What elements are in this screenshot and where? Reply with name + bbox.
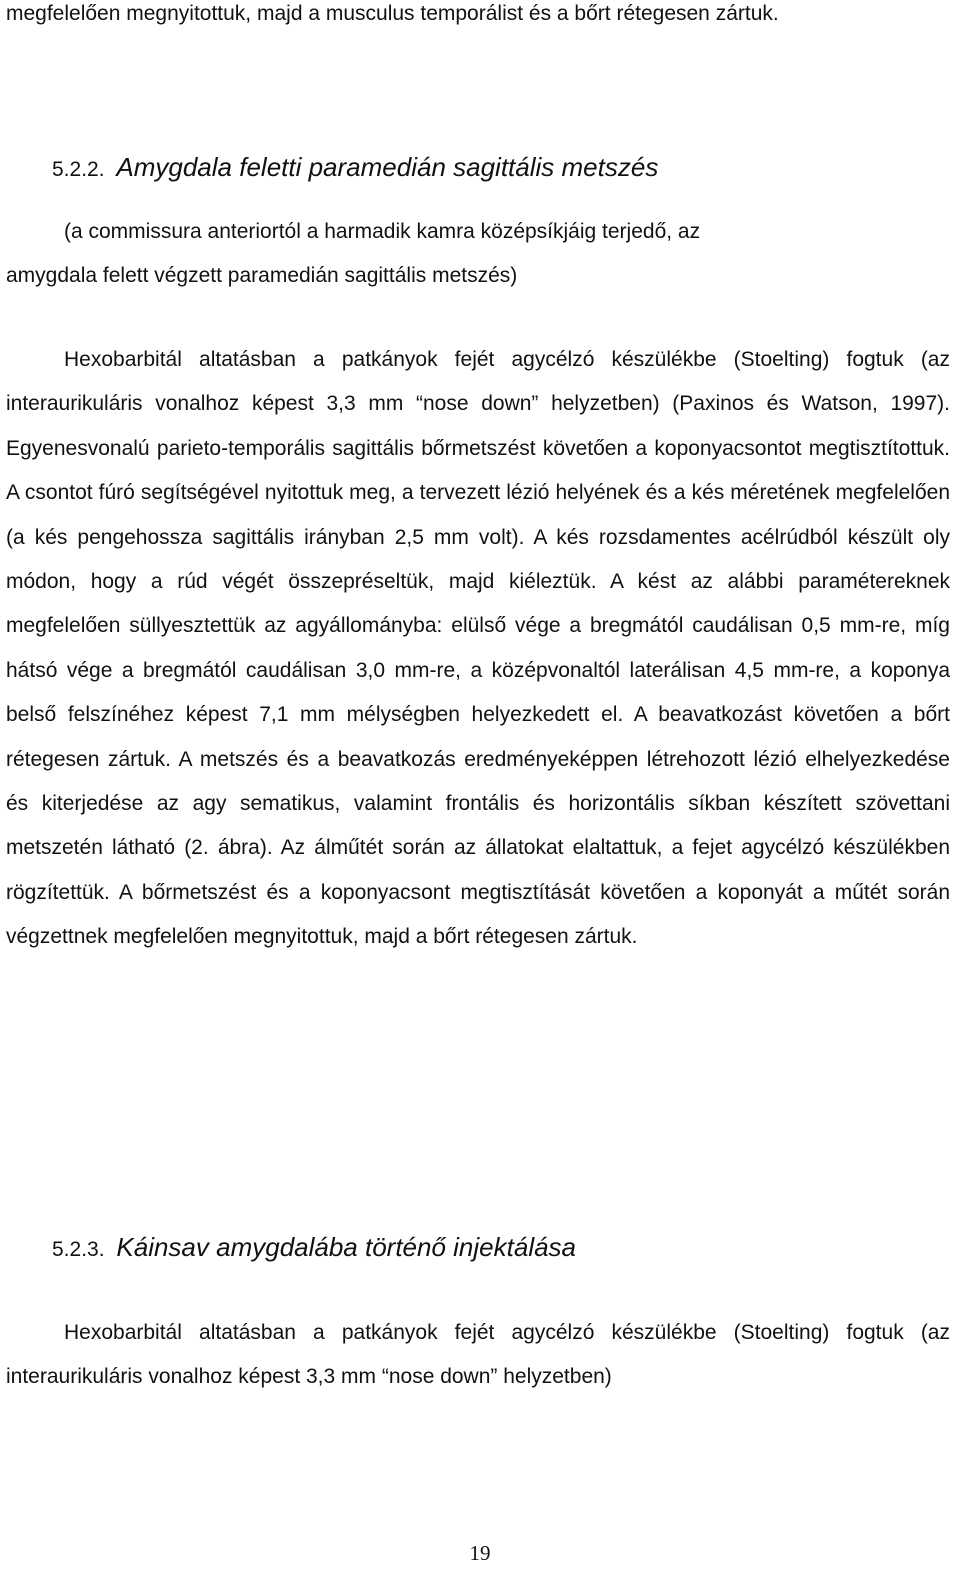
section-note-line-2: amygdala felett végzett paramedián sagittális metszés)	[6, 264, 518, 287]
section-body-paragraph: Hexobarbitál altatásban a patkányok fejét agycélzó készülékbe (Stoelting) fogtuk (az interaurikuláris vonalhoz képest 3,3 mm “nose down” helyzetben) (Paxinos és Watson, 1997). Egyenesvonalú parieto-temporális sagittális bőrmetszést követően a koponyacsontot megtisztítottuk. A csontot fúró segítségével nyitottuk meg, a tervezett lézió helyének és a kés méretének megfelelően (a kés pengehossza sagittális irányban 2,5 mm volt). A kés rozsdamentes acélrúdból készült oly módon, hogy a rúd végét összepréseltük, majd kiéleztük. A kést az alábbi paramétereknek megfelelően süllyesztettük az agyállományba: elülső vége a bregmától caudálisan 0,5 mm-re, míg hátsó vége a bregmától caudálisan 3,0 mm-re, a középvonaltól laterálisan 4,5 mm-re, a koponya belső felszínéhez képest 7,1 mm mélységben helyezkedett el. A beavatkozást követően a bőrt rétegesen zártuk. A metszés és a beavatkozás eredményeképpen létrehozott lézió elhelyezkedése és kiterjedése az agy sematikus, valamint frontális és horizontális síkban készített szövettani metszetén látható (2. ábra). Az álműtét során az állatokat elaltattuk, a fejet agycélzó készülékben rögzítettük. A bőrmetszést és a koponyacsont megtisztítását követően a koponyát a műtét során végzettnek megfelelően megnyitottuk, majd a bőrt rétegesen zártuk.	[6, 348, 950, 949]
page-number: 19	[469, 1541, 491, 1565]
section-note	[6, 210, 950, 298]
section-note-line-1: (a commissura anteriortól a harmadik kamra középsíkjáig terjedő, az	[64, 220, 701, 243]
intro-paragraph: megfelelően megnyitottuk, majd a musculus temporálist és a bőrt rétegesen zártuk.	[6, 2, 779, 25]
section-body-paragraph: Hexobarbitál altatásban a patkányok fejét agycélzó készülékbe (Stoelting) fogtuk (az interaurikuláris vonalhoz képest 3,3 mm “nose down” helyzetben)	[6, 1321, 950, 1389]
section-heading-5-2-2	[52, 152, 658, 183]
section-number: 5.2.2.	[52, 158, 105, 181]
section-title: Káinsav amygdalába történő injektálása	[116, 1232, 577, 1262]
section-heading-5-2-3	[52, 1232, 576, 1263]
section-title: Amygdala feletti paramedián sagittális metszés	[116, 152, 659, 182]
section-number: 5.2.3.	[52, 1238, 105, 1261]
